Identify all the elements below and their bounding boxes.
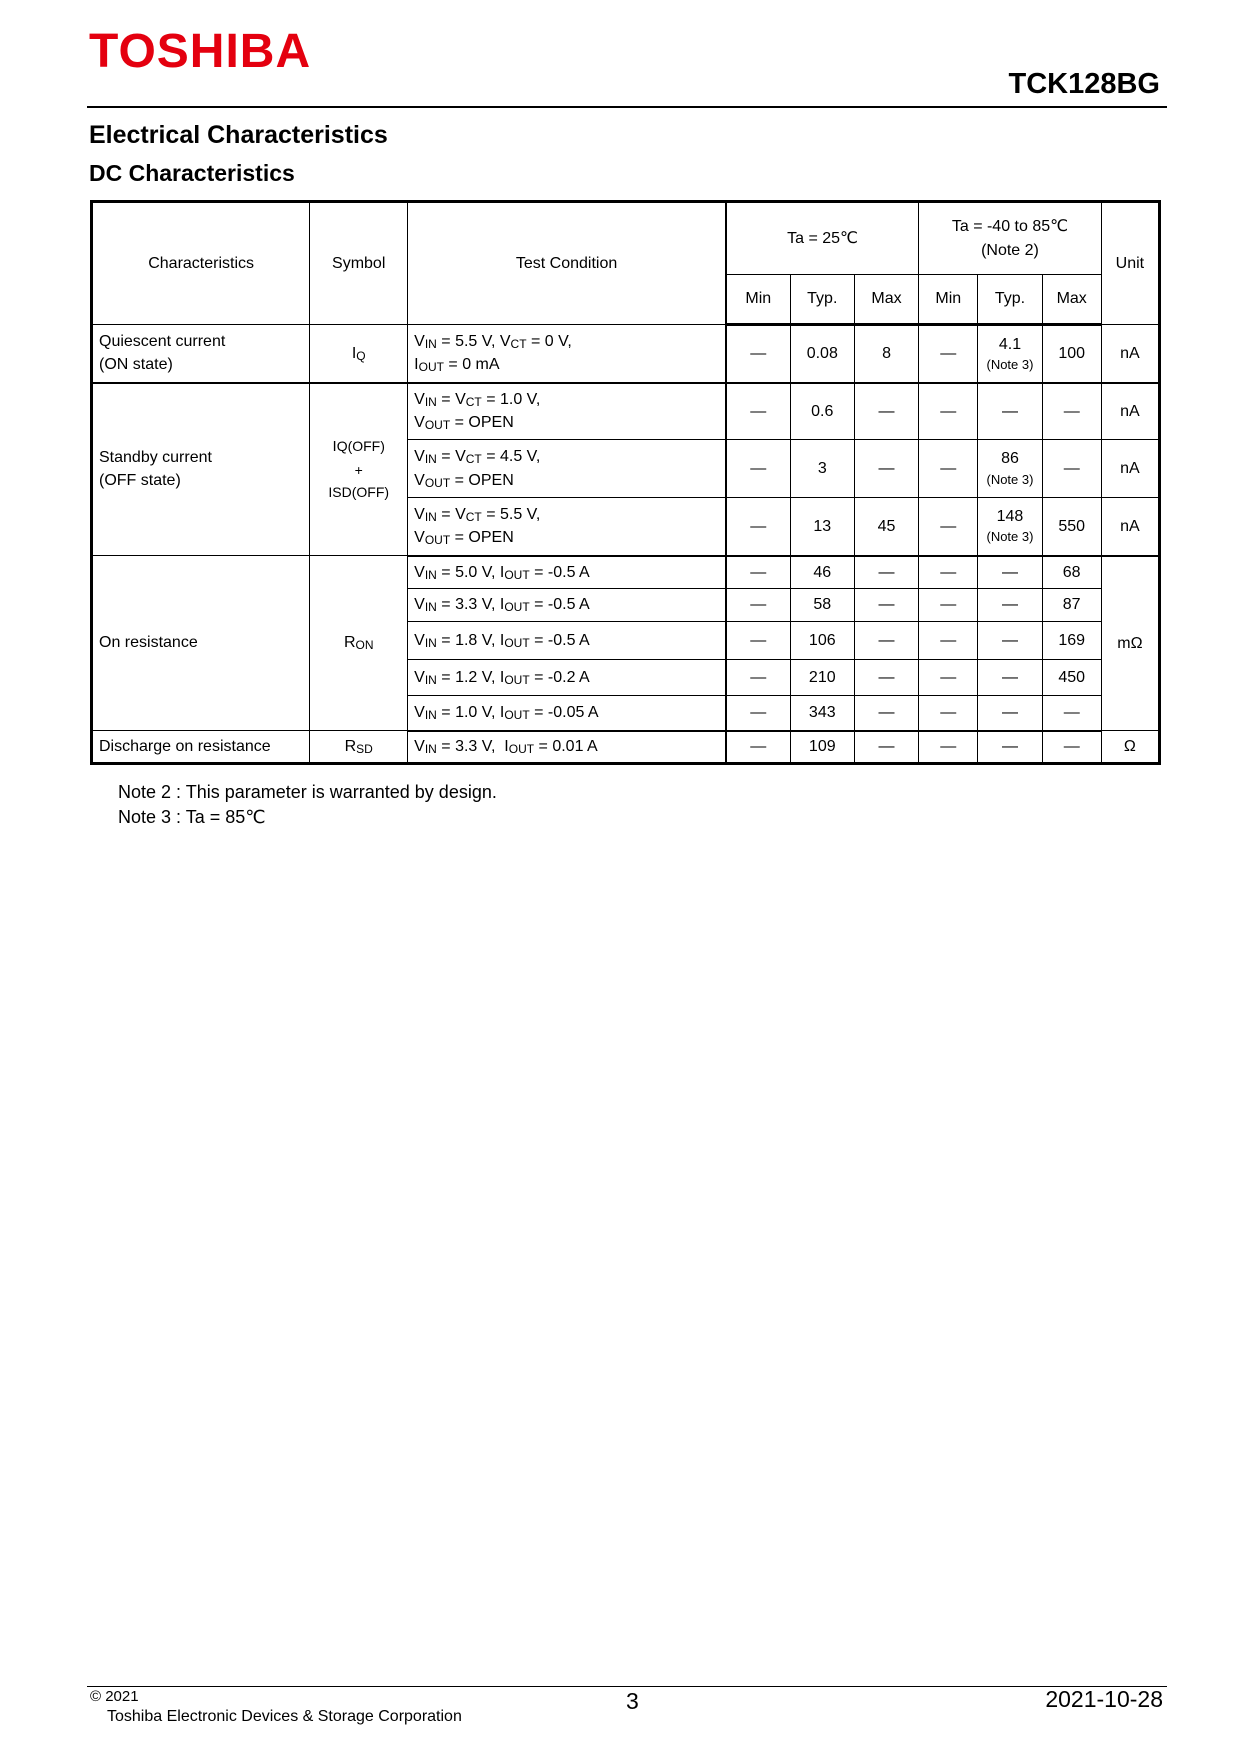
- row-onres4-condition: $V_{IN} = 1.2$ V, $I_{OUT} = -0.2$ A: [408, 660, 726, 696]
- row-onres2-condition: $V_{IN} = 3.3$ V, $I_{OUT} = -0.5$ A: [408, 589, 726, 622]
- header-typ-range: Typ.: [978, 275, 1042, 325]
- row-discharge-condition: $V_{IN} = 3.3$ V, $I_{OUT} = 0.01$ A: [408, 731, 726, 764]
- row-onres2-typrng: —: [978, 589, 1042, 622]
- row-onres2-maxrng: 87: [1042, 589, 1101, 622]
- row-onres1-maxrng: 68: [1042, 556, 1101, 589]
- row-standby-symbol: IQ(OFF) + ISD(OFF): [310, 383, 408, 556]
- section-title: Electrical Characteristics: [89, 121, 388, 149]
- row-onres-symbol: $R_{ON}$: [310, 556, 408, 731]
- row-onres5-min25: —: [726, 696, 790, 731]
- row-quiescent-max25: 8: [854, 325, 918, 383]
- row-onres1-min25: —: [726, 556, 790, 589]
- row-discharge-name: Discharge on resistance: [92, 731, 310, 764]
- row-onres1-typ25: 46: [790, 556, 854, 589]
- row-standby3-unit: nA: [1101, 498, 1159, 556]
- part-number: TCK128BG: [1008, 68, 1160, 100]
- row-onres1-condition: $V_{IN} = 5.0$ V, $I_{OUT} = -0.5$ A: [408, 556, 726, 589]
- header-typ-25: Typ.: [790, 275, 854, 325]
- row-quiescent-unit: nA: [1101, 325, 1159, 383]
- header-rule: [87, 106, 1167, 108]
- row-onres2-minrng: —: [919, 589, 978, 622]
- row-onres1-max25: —: [854, 556, 918, 589]
- row-standby2-unit: nA: [1101, 440, 1159, 498]
- row-discharge-minrng: —: [919, 731, 978, 764]
- row-onres3-maxrng: 169: [1042, 622, 1101, 660]
- row-quiescent-symbol: $I_Q$: [310, 325, 408, 383]
- row-standby2-typrng: 86 (Note 3): [978, 440, 1042, 498]
- row-standby2-minrng: —: [919, 440, 978, 498]
- row-discharge-min25: —: [726, 731, 790, 764]
- header-min-range: Min: [919, 275, 978, 325]
- row-quiescent-min25: —: [726, 325, 790, 383]
- row-discharge-typ25: 109: [790, 731, 854, 764]
- subsection-title: DC Characteristics: [89, 160, 295, 186]
- row-onres4-minrng: —: [919, 660, 978, 696]
- row-standby2-condition: $V_{IN} = V_{CT} = 4.5$ V, $V_{OUT}$ = OPEN: [408, 440, 726, 498]
- row-onres2-max25: —: [854, 589, 918, 622]
- notes: [118, 780, 497, 830]
- row-onres3-minrng: —: [919, 622, 978, 660]
- row-standby2-typ25: 3: [790, 440, 854, 498]
- row-standby3-minrng: —: [919, 498, 978, 556]
- row-quiescent-minrng: —: [919, 325, 978, 383]
- header-ta-range-label: Ta = -40 to 85℃: [951, 218, 1069, 236]
- row-discharge-typrng: —: [978, 731, 1042, 764]
- footer-company: Toshiba Electronic Devices & Storage Corporation: [107, 1708, 462, 1725]
- footer-page-number: 3: [626, 1688, 639, 1714]
- footer-date: 2021-10-28: [1045, 1686, 1163, 1712]
- row-quiescent-maxrng: 100: [1042, 325, 1101, 383]
- row-standby3-condition: $V_{IN} = V_{CT} = 5.5$ V, $V_{OUT}$ = OPEN: [408, 498, 726, 556]
- row-onres5-minrng: —: [919, 696, 978, 731]
- row-standby1-maxrng: —: [1042, 383, 1101, 440]
- row-onres1-typrng: —: [978, 556, 1042, 589]
- header-test-condition: Test Condition: [408, 202, 726, 325]
- row-quiescent-typ25: 0.08: [790, 325, 854, 383]
- row-onres4-maxrng: 450: [1042, 660, 1101, 696]
- row-onres2-min25: —: [726, 589, 790, 622]
- toshiba-logo: TOSHIBA: [89, 25, 312, 78]
- row-quiescent-condition: $V_{IN} = 5.5$ V, $V_{CT} = 0$ V, $I_{OUT} = 0$ mA: [408, 325, 726, 383]
- row-standby1-typrng: —: [978, 383, 1042, 440]
- dc-characteristics-table: [90, 200, 1161, 765]
- row-onres4-typ25: 210: [790, 660, 854, 696]
- header-ta25: Ta = 25℃: [726, 202, 919, 275]
- note-2: Note 2 : This parameter is warranted by design.: [118, 782, 497, 802]
- row-standby1-min25: —: [726, 383, 790, 440]
- row-onres1-minrng: —: [919, 556, 978, 589]
- footer-copyright: © 2021: [90, 1688, 139, 1705]
- row-onres-name: On resistance: [92, 556, 310, 731]
- row-standby3-typrng: 148 (Note 3): [978, 498, 1042, 556]
- row-discharge-max25: —: [854, 731, 918, 764]
- row-discharge-symbol: $R_{SD}$: [310, 731, 408, 764]
- row-standby3-maxrng: 550: [1042, 498, 1101, 556]
- row-quiescent-typrng: 4.1 (Note 3): [978, 325, 1042, 383]
- row-standby2-maxrng: —: [1042, 440, 1101, 498]
- row-standby-name: Standby current (OFF state): [92, 383, 310, 556]
- row-standby1-condition: $V_{IN} = V_{CT} = 1.0$ V, $V_{OUT}$ = OPEN: [408, 383, 726, 440]
- row-standby1-minrng: —: [919, 383, 978, 440]
- row-onres5-typrng: —: [978, 696, 1042, 731]
- row-standby2-min25: —: [726, 440, 790, 498]
- header-max-range: Max: [1042, 275, 1101, 325]
- row-onres4-max25: —: [854, 660, 918, 696]
- header-unit: Unit: [1101, 202, 1159, 325]
- row-discharge-unit: Ω: [1101, 731, 1159, 764]
- header-symbol: Symbol: [310, 202, 408, 325]
- row-onres3-min25: —: [726, 622, 790, 660]
- row-standby1-unit: nA: [1101, 383, 1159, 440]
- row-onres5-typ25: 343: [790, 696, 854, 731]
- row-quiescent-name: Quiescent current (ON state): [92, 325, 310, 383]
- row-standby3-max25: 45: [854, 498, 918, 556]
- row-standby1-typ25: 0.6: [790, 383, 854, 440]
- row-standby3-min25: —: [726, 498, 790, 556]
- row-onres2-typ25: 58: [790, 589, 854, 622]
- row-standby3-typ25: 13: [790, 498, 854, 556]
- row-onres3-max25: —: [854, 622, 918, 660]
- row-onres5-maxrng: —: [1042, 696, 1101, 731]
- row-onres5-condition: $V_{IN} = 1.0$ V, $I_{OUT} = -0.05$ A: [408, 696, 726, 731]
- header-min-25: Min: [726, 275, 790, 325]
- row-onres3-typ25: 106: [790, 622, 854, 660]
- header-characteristics: Characteristics: [92, 202, 310, 325]
- note-3: Note 3 : Ta = 85℃: [118, 807, 266, 827]
- row-onres-unit: mΩ: [1101, 556, 1159, 731]
- header-ta-range-note: (Note 2): [981, 241, 1039, 259]
- row-discharge-maxrng: —: [1042, 731, 1101, 764]
- row-onres5-max25: —: [854, 696, 918, 731]
- row-standby2-max25: —: [854, 440, 918, 498]
- row-onres4-typrng: —: [978, 660, 1042, 696]
- footer-rule: [87, 1686, 1167, 1687]
- row-onres4-min25: —: [726, 660, 790, 696]
- header-max-25: Max: [854, 275, 918, 325]
- row-standby1-max25: —: [854, 383, 918, 440]
- row-onres3-condition: $V_{IN} = 1.8$ V, $I_{OUT} = -0.5$ A: [408, 622, 726, 660]
- row-onres3-typrng: —: [978, 622, 1042, 660]
- header-ta-range: [919, 202, 1102, 275]
